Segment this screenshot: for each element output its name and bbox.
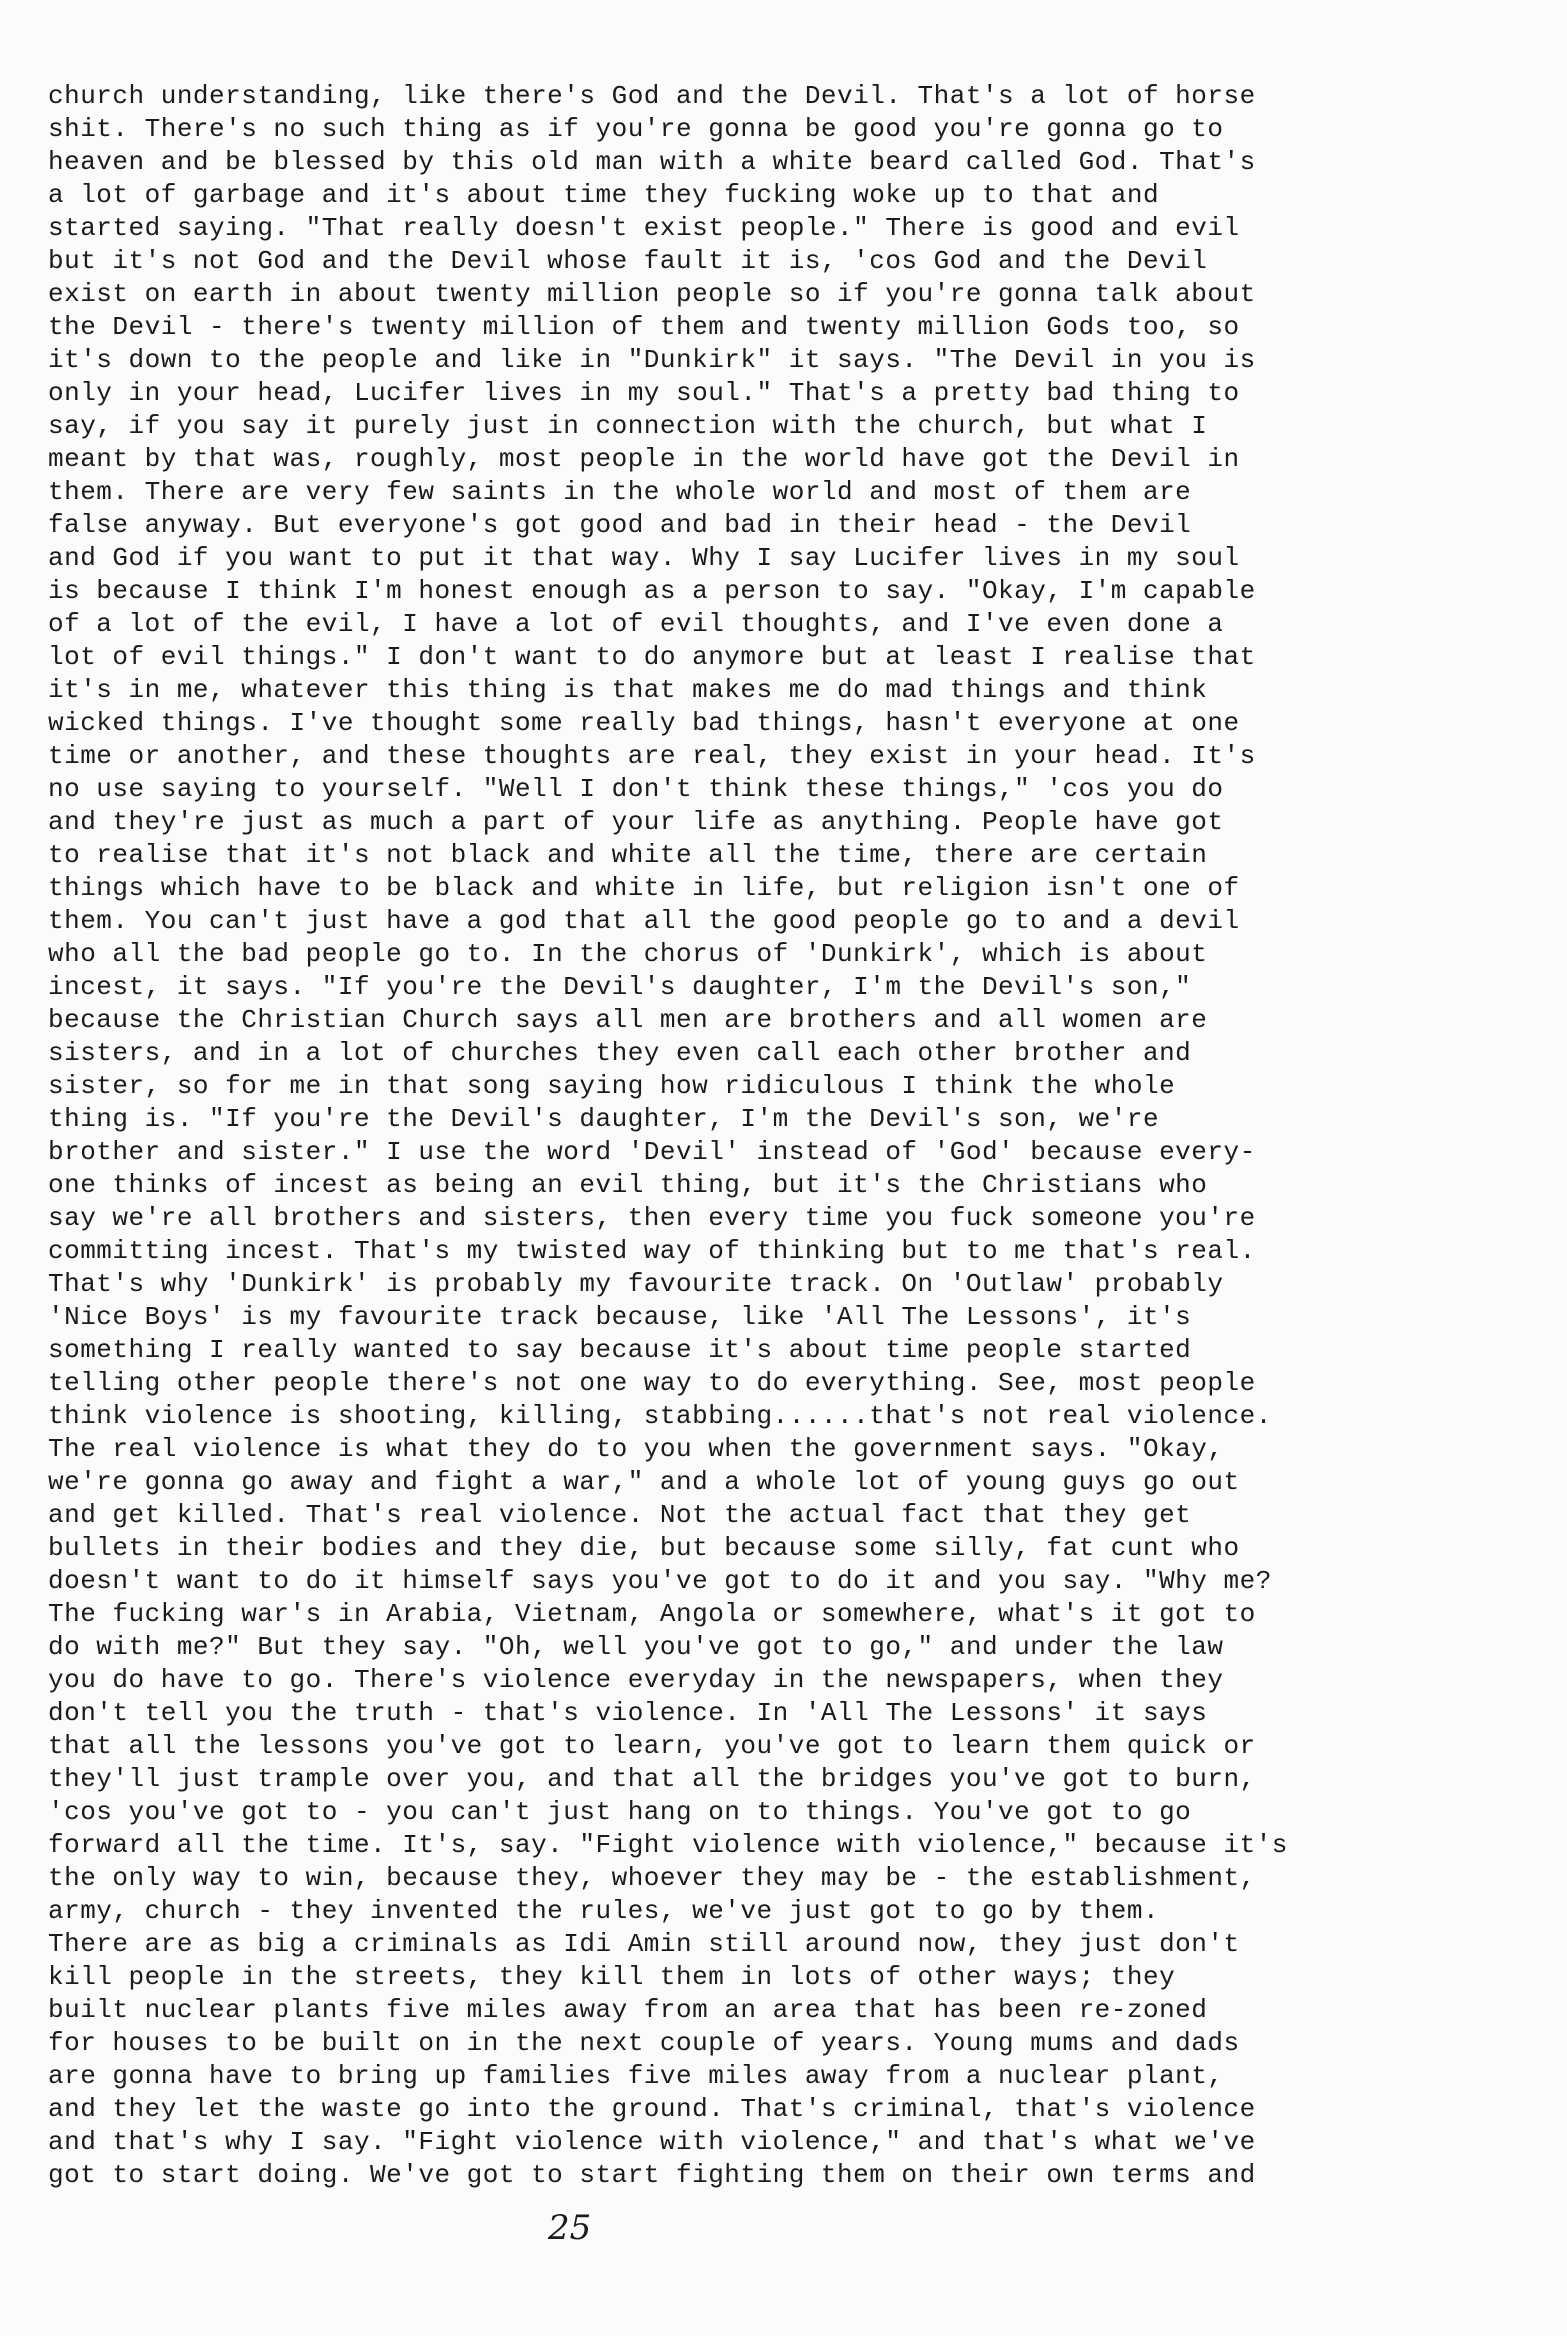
body-text: [48, 80, 1348, 2192]
text-line: say, if you say it purely just in connection with the church, but what I: [48, 411, 1208, 441]
text-line: one thinks of incest as being an evil thing, but it's the Christians who: [48, 1170, 1208, 1200]
text-line: we're gonna go away and fight a war," and a whole lot of young guys go out: [48, 1467, 1240, 1497]
text-line: The fucking war's in Arabia, Vietnam, Angola or somewhere, what's it got to: [48, 1599, 1256, 1629]
text-line: and they let the waste go into the ground. That's criminal, that's violence: [48, 2094, 1256, 2124]
text-line: them. There are very few saints in the whole world and most of them are: [48, 477, 1192, 507]
text-line: no use saying to yourself. "Well I don't think these things," 'cos you do: [48, 774, 1224, 804]
text-line: false anyway. But everyone's got good and bad in their head - the Devil: [48, 510, 1192, 540]
text-line: things which have to be black and white in life, but religion isn't one of: [48, 873, 1240, 903]
text-line: sister, so for me in that song saying how ridiculous I think the whole: [48, 1071, 1176, 1101]
text-line: of a lot of the evil, I have a lot of evil thoughts, and I've even done a: [48, 609, 1224, 639]
text-line: do with me?" But they say. "Oh, well you've got to go," and under the law: [48, 1632, 1224, 1662]
text-line: don't tell you the truth - that's violence. In 'All The Lessons' it says: [48, 1698, 1208, 1728]
text-line: kill people in the streets, they kill them in lots of other ways; they: [48, 1962, 1176, 1992]
text-line: bullets in their bodies and they die, but because some silly, fat cunt who: [48, 1533, 1240, 1563]
text-line: only in your head, Lucifer lives in my soul." That's a pretty bad thing to: [48, 378, 1240, 408]
text-line: a lot of garbage and it's about time they fucking woke up to that and: [48, 180, 1160, 210]
text-line: because the Christian Church says all men are brothers and all women are: [48, 1005, 1208, 1035]
text-line: and that's why I say. "Fight violence with violence," and that's what we've: [48, 2127, 1256, 2157]
text-line: say we're all brothers and sisters, then every time you fuck someone you're: [48, 1203, 1256, 1233]
text-line: started saying. "That really doesn't exist people." There is good and evil: [48, 213, 1240, 243]
text-line: That's why 'Dunkirk' is probably my favourite track. On 'Outlaw' probably: [48, 1269, 1224, 1299]
text-line: think violence is shooting, killing, stabbing......that's not real violence.: [48, 1401, 1272, 1431]
text-line: built nuclear plants five miles away from an area that has been re-zoned: [48, 1995, 1208, 2025]
text-line: brother and sister." I use the word 'Devil' instead of 'God' because every-: [48, 1137, 1256, 1167]
text-line: the Devil - there's twenty million of them and twenty million Gods too, so: [48, 312, 1240, 342]
text-line: The real violence is what they do to you when the government says. "Okay,: [48, 1434, 1224, 1464]
text-line: church understanding, like there's God and the Devil. That's a lot of horse: [48, 81, 1256, 111]
text-line: forward all the time. It's, say. "Fight violence with violence," because it's: [48, 1830, 1288, 1860]
text-line: thing is. "If you're the Devil's daughter, I'm the Devil's son, we're: [48, 1104, 1160, 1134]
text-line: shit. There's no such thing as if you're gonna be good you're gonna go to: [48, 114, 1224, 144]
text-line: and they're just as much a part of your life as anything. People have got: [48, 807, 1224, 837]
text-line: army, church - they invented the rules, we've just got to go by them.: [48, 1896, 1160, 1926]
text-line: it's down to the people and like in "Dunkirk" it says. "The Devil in you is: [48, 345, 1256, 375]
text-line: the only way to win, because they, whoever they may be - the establishment,: [48, 1863, 1256, 1893]
text-line: heaven and be blessed by this old man with a white beard called God. That's: [48, 147, 1256, 177]
text-line: who all the bad people go to. In the chorus of 'Dunkirk', which is about: [48, 939, 1208, 969]
text-line: got to start doing. We've got to start fighting them on their own terms and: [48, 2160, 1256, 2190]
text-line: exist on earth in about twenty million people so if you're gonna talk about: [48, 279, 1256, 309]
text-line: and God if you want to put it that way. Why I say Lucifer lives in my soul: [48, 543, 1240, 573]
text-line: for houses to be built on in the next couple of years. Young mums and dads: [48, 2028, 1240, 2058]
text-line: sisters, and in a lot of churches they even call each other brother and: [48, 1038, 1192, 1068]
text-line: telling other people there's not one way to do everything. See, most people: [48, 1368, 1256, 1398]
text-line: wicked things. I've thought some really bad things, hasn't everyone at one: [48, 708, 1240, 738]
text-line: they'll just trample over you, and that all the bridges you've got to burn,: [48, 1764, 1256, 1794]
text-line: meant by that was, roughly, most people in the world have got the Devil in: [48, 444, 1240, 474]
text-line: that all the lessons you've got to learn, you've got to learn them quick or: [48, 1731, 1256, 1761]
text-line: you do have to go. There's violence everyday in the newspapers, when they: [48, 1665, 1224, 1695]
text-line: it's in me, whatever this thing is that makes me do mad things and think: [48, 675, 1208, 705]
text-line: incest, it says. "If you're the Devil's daughter, I'm the Devil's son,": [48, 972, 1192, 1002]
text-line: and get killed. That's real violence. Not the actual fact that they get: [48, 1500, 1192, 1530]
text-line: 'cos you've got to - you can't just hang on to things. You've got to go: [48, 1797, 1192, 1827]
text-line: committing incest. That's my twisted way of thinking but to me that's real.: [48, 1236, 1256, 1266]
text-line: time or another, and these thoughts are real, they exist in your head. It's: [48, 741, 1256, 771]
text-line: There are as big a criminals as Idi Amin still around now, they just don't: [48, 1929, 1240, 1959]
text-line: 'Nice Boys' is my favourite track because, like 'All The Lessons', it's: [48, 1302, 1192, 1332]
text-line: them. You can't just have a god that all the good people go to and a devil: [48, 906, 1240, 936]
text-line: are gonna have to bring up families five miles away from a nuclear plant,: [48, 2061, 1224, 2091]
text-line: lot of evil things." I don't want to do anymore but at least I realise that: [48, 642, 1256, 672]
text-line: doesn't want to do it himself says you've got to do it and you say. "Why me?: [48, 1566, 1272, 1596]
text-line: but it's not God and the Devil whose fault it is, 'cos God and the Devil: [48, 246, 1208, 276]
page-number: 25: [548, 2208, 592, 2248]
text-line: something I really wanted to say because it's about time people started: [48, 1335, 1192, 1365]
text-line: to realise that it's not black and white all the time, there are certain: [48, 840, 1208, 870]
text-line: is because I think I'm honest enough as a person to say. "Okay, I'm capable: [48, 576, 1256, 606]
